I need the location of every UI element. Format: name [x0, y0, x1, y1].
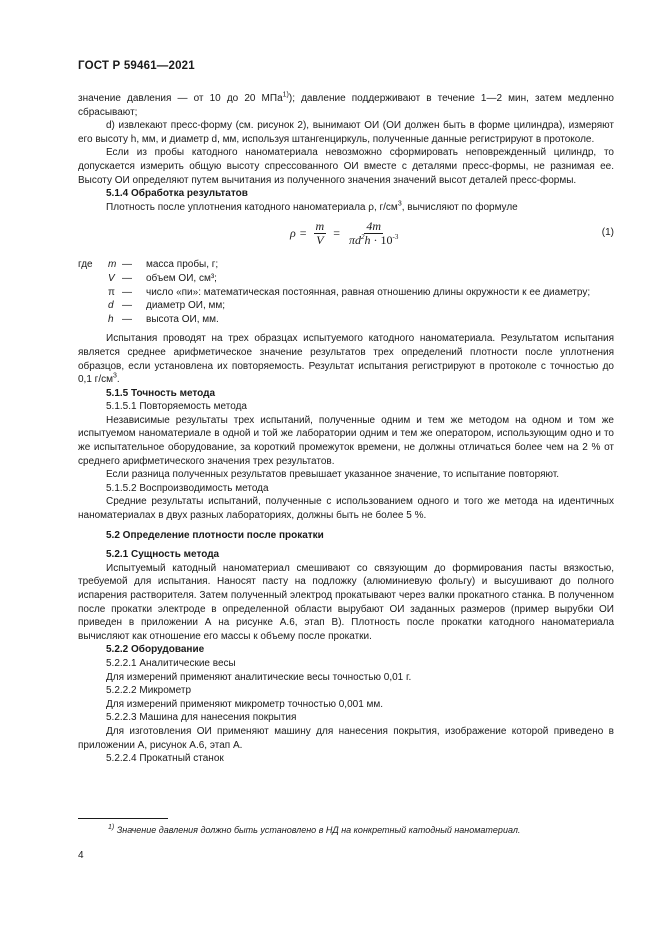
- paragraph-pressure: значение давления — от 10 до 20 МПа$^{1)}$); давление поддерживают в течение 1—2 мин, затем медленно сбрасывают;: [78, 91, 614, 118]
- body-text: [78, 92, 614, 766]
- footnote-divider: [78, 818, 168, 819]
- heading-5-2-2: 5.2.2 Оборудование: [106, 644, 205, 656]
- paragraph-reproducibility: Средние результаты испытаний, полученные с использованием одного и того же метода на идентичных наноматериалах в двух разных лабораториях, должны быть не более 5 %.: [78, 496, 614, 522]
- document-header: ГОСТ Р 59461—2021: [78, 60, 195, 72]
- subheading-5-2-2-1: 5.2.2.1 Аналитические весы: [106, 657, 236, 669]
- subheading-5-2-2-2: 5.2.2.2 Микрометр: [106, 685, 192, 697]
- paragraph-coating-machine: Для изготовления ОИ применяют машину для нанесения покрытия, изображение которой приведено в приложении А, рисунок А.6, этап А.: [78, 725, 614, 751]
- heading-5-2: 5.2 Определение плотности после прокатки: [106, 529, 324, 541]
- paragraph-three-samples: Испытания проводят на трех образцах испытуемого катодного наноматериала. Результатом испытания является среднее арифметическое значение результатов трех определений плотности после уплотнения образцов, если установлена их повторяемость. Результат испытания регистрируют в протоколе с точностью до 0,1 $г/см^3$.: [78, 333, 614, 386]
- paragraph-repeat-test: Если разница полученных результатов превышает указанное значение, то испытание повторяют.: [106, 469, 560, 481]
- paragraph-step-d: d) извлекают пресс-форму (см. рисунок 2), вынимают ОИ (ОИ должен быть в форме цилиндра), измеряют его высоту h, мм, и диаметр d, мм, используя штангенциркуль, полученные данные регистрируют в протоколе.: [78, 120, 614, 145]
- paragraph-scales: Для измерений применяют аналитические весы точностью 0,01 г.: [106, 671, 412, 683]
- heading-5-1-5: 5.1.5 Точность метода: [106, 387, 216, 399]
- fraction-4m: $\frac{4m}{\pi d^2h \cdot 10^{-3}}$: [349, 219, 399, 248]
- formula-1: [78, 218, 614, 252]
- heading-5-1-4: 5.1.4 Обработка результатов: [106, 188, 248, 200]
- paragraph-density-intro: Плотность после уплотнения катодного наноматериала ρ, $г/см^3$, вычисляют по формуле: [106, 200, 518, 213]
- subheading-5-1-5-2: 5.1.5.2 Воспроизводимость метода: [106, 482, 269, 494]
- density-formula: ρ = $\frac{m}{V}$ = $\frac{4m}{\pi d^2h \cdot 10^{-3}}$: [290, 219, 399, 248]
- heading-5-2-1: 5.2.1 Сущность метода: [106, 549, 220, 561]
- paragraph-repeatability: Независимые результаты трех испытаний, полученные одним и тем же методом на одном и том же испытуемом наноматериале в одной и той же лаборатории одним и тем же оператором, использующим одно и то же испытательное оборудование, за короткий промежуток времени, не должны отличаться более чем на 2 % от среднего арифметического значения трех результатов.: [78, 414, 614, 467]
- formula-number: (1): [601, 227, 614, 239]
- formula-legend: где m — масса пробы, г; V — объем ОИ, см³; π — число «пи»: математическая постоянная, равная отношению длины окружности к ее диаметру; d — диаметр ОИ, мм; h — высота ОИ, мм.: [78, 259, 591, 325]
- paragraph-method-essence: Испытуемый катодный наноматериал смешивают со связующим до формирования пасты вязкостью, требуемой для испытания. Наносят пасту на подложку (алюминиевую фольгу) и высушивают до полного испарения растворителя. Затем полученный электрод прокатывают через валки прокатного станка. В полученном после прокатки электроде в определенной области вырубают ОИ заданных размеров (пример вырубки ОИ приведен в приложении А на рисунке А.6, этап В). Плотность после прокатки катодного наноматериала вычисляют как отношение его массы к объему после прокатки.: [78, 562, 614, 642]
- fraction-m-over-v: $\frac{m}{V}$: [315, 219, 325, 248]
- footnote: $^{1)}$ Значение давления должно быть установлено в НД на конкретный катодный наноматериал.: [108, 824, 521, 835]
- subheading-5-2-2-3: 5.2.2.3 Машина для нанесения покрытия: [106, 712, 297, 724]
- subheading-5-2-2-4: 5.2.2.4 Прокатный станок: [106, 753, 224, 765]
- footnote-ref[interactable]: 1): [282, 91, 289, 99]
- paragraph-note-cylinder: Если из пробы катодного наноматериала невозможно сформировать неповрежденный цилиндр, то допускается измерить общую высоту спрессованного ОИ вместе с деталями пресс-формы, не разнимая ее. Высоту ОИ определяют путем вычитания из полученного значения значений высот деталей пресс-формы.: [78, 147, 614, 186]
- paragraph-micrometer: Для измерений применяют микрометр точностью 0,001 мм.: [106, 698, 384, 710]
- page-number: 4: [78, 850, 84, 861]
- subheading-5-1-5-1: 5.1.5.1 Повторяемость метода: [106, 401, 247, 413]
